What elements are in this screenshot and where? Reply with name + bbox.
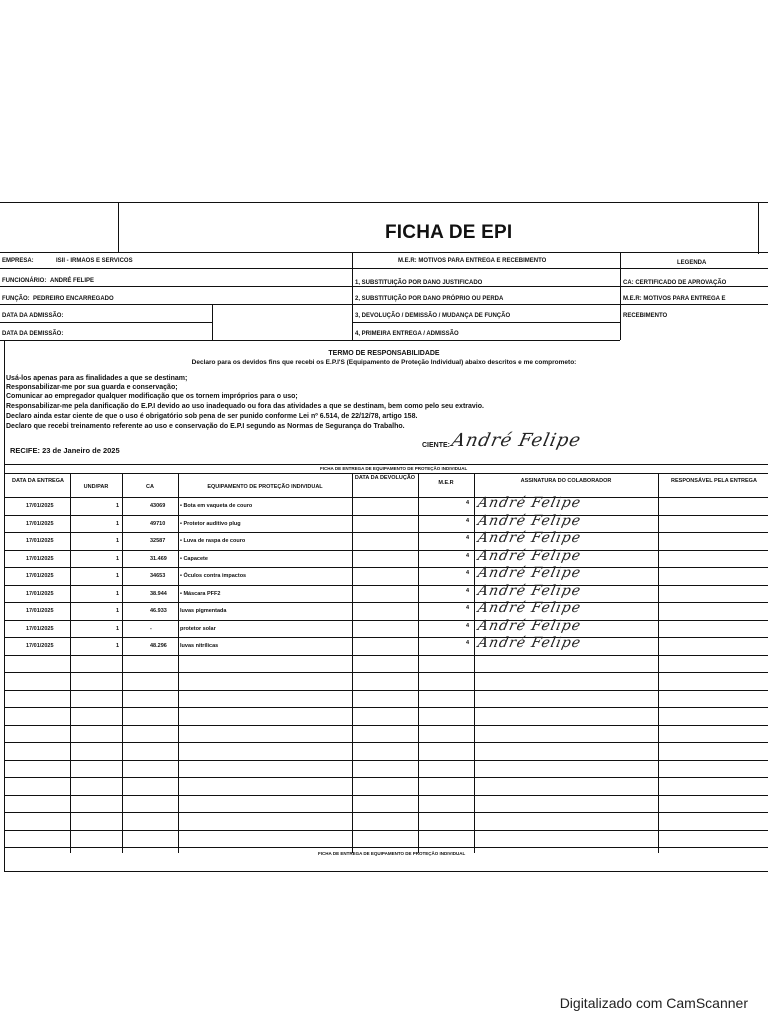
- cell-data: 17/01/2025: [26, 643, 54, 649]
- cell-signature: André Felipe: [476, 547, 583, 564]
- cell-data: 17/01/2025: [26, 573, 54, 579]
- cell-ca: 31.469: [150, 555, 167, 562]
- cell-und: 1: [116, 503, 120, 509]
- col-header-und: UND/PAR: [83, 484, 109, 490]
- cell-ca: 34653: [150, 573, 166, 579]
- cell-signature: André Felipe: [476, 635, 583, 651]
- legenda-title: LEGENDA: [677, 260, 707, 266]
- camscanner-watermark: Digitalizado com CamScanner: [559, 995, 748, 1011]
- termo-line: Usá-los apenas para as finalidades a que se destinam;: [6, 375, 188, 382]
- table-row-line: [4, 812, 768, 813]
- table-row-line: [4, 550, 768, 551]
- cell-data: 17/01/2025: [26, 590, 54, 597]
- admissao-label: DATA DA ADMISSÃO:: [2, 313, 64, 319]
- cell-mer: 4: [466, 640, 470, 646]
- termo-line: Declaro ainda estar ciente de que o uso é obrigatório sob pena de ser punido conforme Lei nº 6.514, de 22/12/78, artigo 158.: [6, 413, 418, 420]
- cell-data: 17/01/2025: [26, 555, 54, 562]
- table-row-line: [4, 602, 768, 603]
- cell-equip: • Óculos contra impactos: [180, 573, 247, 579]
- cell-data: 17/01/2025: [26, 608, 54, 614]
- table-row-line: [4, 567, 768, 568]
- cell-ca: 49710: [150, 520, 166, 527]
- cell-und: 1: [116, 608, 120, 614]
- cell-und: 1: [116, 643, 120, 649]
- cell-mer: 4: [466, 535, 470, 541]
- table-row-line: [4, 725, 768, 726]
- table-row-line: [4, 637, 768, 638]
- cell-ca: 38.944: [150, 590, 167, 597]
- table-row-line: [4, 707, 768, 708]
- place-date: RECIFE: 23 de Janeiro de 2025: [10, 446, 120, 455]
- table-row-line: [4, 742, 768, 743]
- cell-equip: protetor solar: [180, 625, 216, 632]
- mer-title: M.E.R: MOTIVOS PARA ENTREGA E RECEBIMENTO: [398, 258, 547, 264]
- epi-form-sheet: [0, 200, 768, 875]
- col-header-ca: CA: [146, 484, 154, 490]
- cell-ca: -: [150, 625, 152, 632]
- funcao-label: FUNÇÃO:: [2, 296, 30, 302]
- termo-line: Responsabilizar-me pela danificação do E.P.I devido ao uso inadequado ou fora das atividades a que se destinam, bem como pelo seu extravio.: [6, 403, 484, 410]
- col-header-mer: M.E.R: [438, 480, 454, 486]
- cell-ca: 43069: [150, 503, 166, 509]
- col-header-data: DATA DA ENTREGA: [12, 478, 64, 484]
- table-row-line: [4, 847, 768, 848]
- cell-equip: • Máscara PFF2: [180, 590, 221, 597]
- legenda-ca: CA: CERTIFICADO DE APROVAÇÃO: [623, 280, 727, 286]
- cell-data: 17/01/2025: [26, 520, 54, 527]
- cell-und: 1: [116, 538, 120, 544]
- table-row-line: [4, 760, 768, 761]
- cell-equip: luvas nitrílicas: [180, 643, 219, 649]
- cell-ca: 32587: [150, 538, 166, 544]
- cell-signature: André Felipe: [476, 600, 583, 616]
- ciente-signature: André Felipe: [449, 430, 584, 451]
- termo-line: Responsabilizar-me por sua guarda e conservação;: [6, 384, 178, 391]
- funcionario-value: ANDRÉ FELIPE: [50, 278, 95, 284]
- cell-signature: André Felipe: [476, 530, 583, 546]
- cell-mer: 4: [466, 587, 470, 594]
- empresa-label: EMPRESA:: [2, 258, 34, 264]
- termo-title: TERMO DE RESPONSABILIDADE: [328, 350, 440, 357]
- table-row-line: [4, 672, 768, 673]
- table-row-line: [4, 497, 768, 498]
- col-header-devolucao: DATA DA DEVOLUÇÃO: [354, 475, 416, 481]
- funcionario-label: FUNCIONÁRIO:: [2, 278, 47, 284]
- cell-signature: André Felipe: [476, 495, 583, 511]
- termo-intro: Declaro para os devidos fins que recebi os E.P.I'S (Equipamento de Proteção Individual) abaixo descritos e me comprometo:: [191, 359, 577, 366]
- demissao-label: DATA DA DEMISSÃO:: [2, 331, 64, 337]
- legenda-mer-2: RECEBIMENTO: [623, 313, 668, 319]
- cell-mer: 4: [466, 605, 470, 611]
- cell-und: 1: [116, 555, 120, 562]
- cell-equip: luvas pigmentada: [180, 608, 227, 614]
- cell-data: 17/01/2025: [26, 625, 54, 632]
- cell-equip: • Bota em vaqueta de couro: [180, 503, 253, 509]
- table-row-line: [4, 532, 768, 533]
- table-row-line: [4, 830, 768, 831]
- cell-mer: 4: [466, 622, 470, 629]
- cell-und: 1: [116, 520, 120, 527]
- cell-mer: 4: [466, 552, 470, 559]
- empresa-value: ISII - IRMAOS E SERVICOS: [56, 258, 133, 264]
- termo-line: Comunicar ao empregador qualquer modificação que os tornem impróprios para o uso;: [6, 393, 298, 400]
- cell-mer: 4: [466, 500, 470, 506]
- cell-ca: 48.296: [150, 643, 167, 649]
- table-row-line: [4, 777, 768, 778]
- col-header-assinatura: ASSINATURA DO COLABORADOR: [520, 478, 612, 484]
- cell-data: 17/01/2025: [26, 503, 54, 509]
- table-footer-caption: FICHA DE ENTREGA DE EQUIPAMENTO DE PROTEÇÃO INDIVIDUAL: [318, 851, 466, 856]
- col-header-equip: EQUIPAMENTO DE PROTEÇÃO INDIVIDUAL: [207, 484, 323, 490]
- cell-und: 1: [116, 625, 120, 632]
- cell-mer: 4: [466, 517, 470, 524]
- page-title: FICHA DE EPI: [385, 222, 513, 243]
- cell-signature: André Felipe: [476, 512, 583, 529]
- cell-und: 1: [116, 590, 120, 597]
- table-row-line: [4, 585, 768, 586]
- cell-und: 1: [116, 573, 120, 579]
- cell-equip: • Protetor auditivo plug: [180, 520, 241, 527]
- funcao-value: PEDREIRO ENCARREGADO: [33, 296, 114, 302]
- cell-equip: • Capacete: [180, 555, 208, 562]
- table-row-line: [4, 655, 768, 656]
- table-row-line: [4, 795, 768, 796]
- cell-signature: André Felipe: [476, 617, 583, 634]
- mer-item-3: 3, DEVOLUÇÃO / DEMISSÃO / MUDANÇA DE FUNÇÃO: [355, 313, 511, 319]
- table-caption: FICHA DE ENTREGA DE EQUIPAMENTO DE PROTEÇÃO INDIVIDUAL: [320, 466, 468, 471]
- ciente-label: CIENTE:: [422, 442, 450, 449]
- col-header-responsavel: RESPONSÁVEL PELA ENTREGA: [671, 478, 757, 484]
- cell-signature: André Felipe: [476, 582, 583, 599]
- cell-mer: 4: [466, 570, 470, 576]
- cell-equip: • Luva de raspa de couro: [180, 538, 246, 544]
- mer-item-2: 2, SUBSTITUIÇÃO POR DANO PRÓPRIO OU PERDA: [355, 296, 504, 302]
- cell-signature: André Felipe: [476, 565, 583, 581]
- mer-item-1: 1, SUBSTITUIÇÃO POR DANO JUSTIFICADO: [355, 280, 483, 286]
- mer-item-4: 4, PRIMEIRA ENTREGA / ADMISSÃO: [355, 331, 459, 337]
- table-row-line: [4, 515, 768, 516]
- cell-data: 17/01/2025: [26, 538, 54, 544]
- table-row-line: [4, 690, 768, 691]
- termo-line: Declaro que recebi treinamento referente ao uso e conservação do E.P.I segundo as Normas de Segurança do Trabalho.: [6, 423, 405, 430]
- table-row-line: [4, 620, 768, 621]
- legenda-mer-1: M.E.R: MOTIVOS PARA ENTREGA E: [623, 296, 726, 302]
- cell-ca: 46.933: [150, 608, 167, 614]
